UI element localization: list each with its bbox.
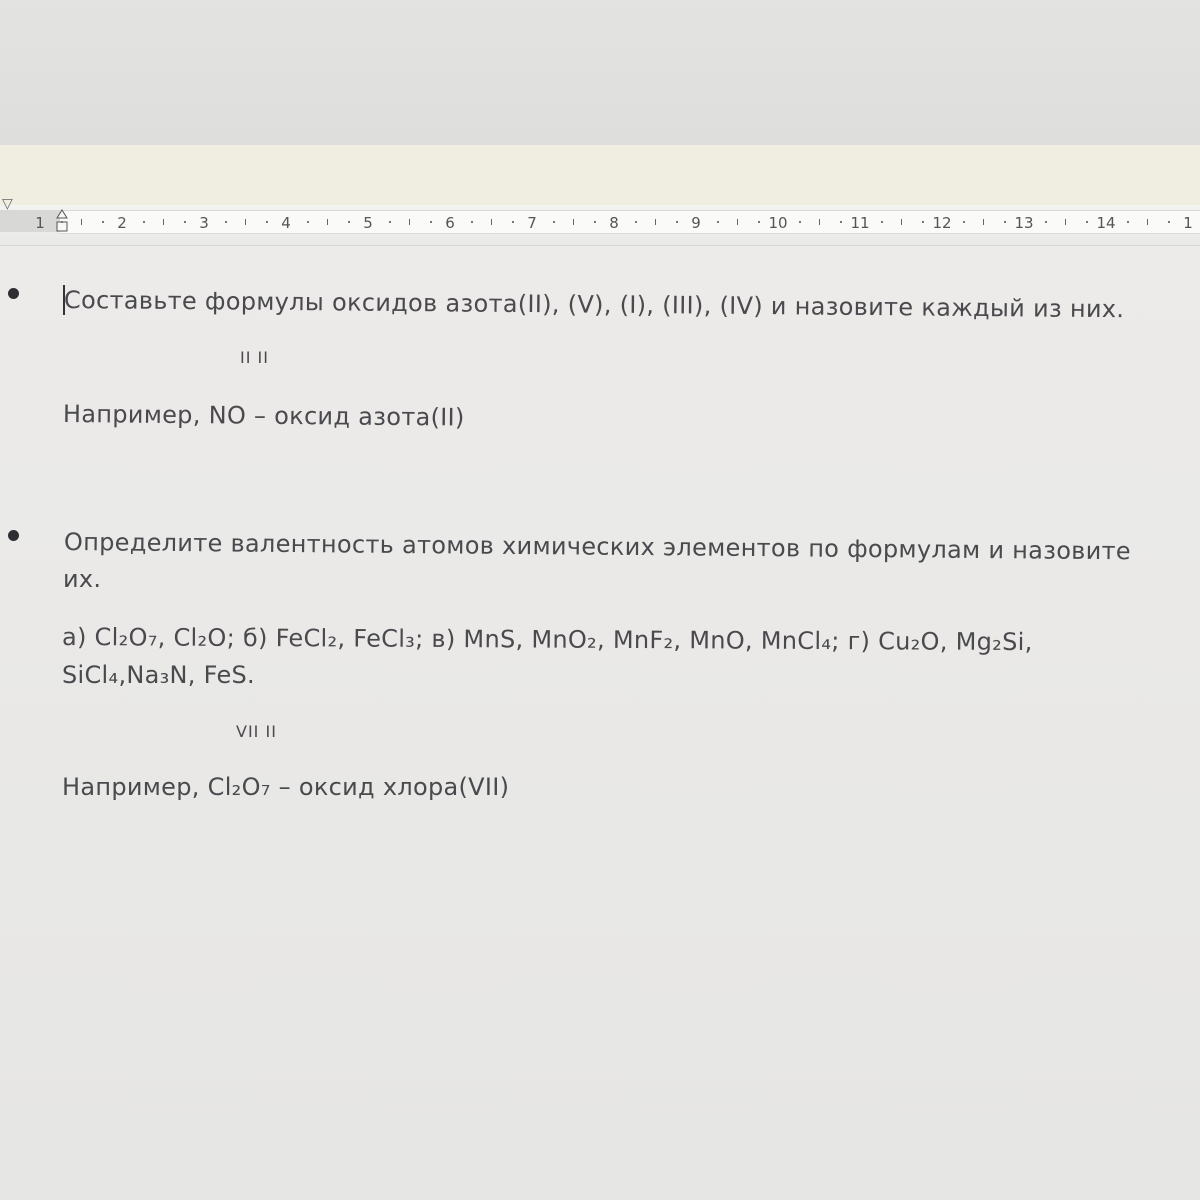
ruler-dot [553,221,555,223]
ruler-number: 8 [609,214,619,232]
task2-list-line1: а) Cl₂O₇, Cl₂O; б) FeCl₂, FeCl₃; в) MnS, MnO₂, MnF₂, MnO, MnCl₄; г) Cu₂O, Mg₂Si, [61,623,1033,657]
task1-example: Например, NO – оксид азота(II) [62,400,465,432]
ruler-dot [307,221,309,223]
task2-list-line2: SiCl₄,Na₃N, FeS. [62,661,255,689]
bullet-2 [8,530,19,541]
ruler-dot [922,221,924,223]
ruler-dot [430,221,432,223]
ruler-dot [758,221,760,223]
ruler-number: 1 [35,214,45,232]
ruler-number: 10 [768,214,788,232]
ruler-dot [963,221,965,223]
ruler-dot [471,221,473,223]
ribbon-strip [0,145,1200,207]
task2-example: Например, Cl₂O₇ – оксид хлора(VII) [62,773,510,801]
ruler-dot [184,221,186,223]
ruler-number: 9 [691,214,701,232]
ruler-tick [901,219,902,225]
ruler-tick [1147,219,1148,225]
task2-text-line1: Определите валентность атомов химических элементов по формулам и назовите [63,528,1132,566]
ruler-dot [348,221,350,223]
task2-valence-marks: VII II [236,722,277,741]
task2-text-line2: их. [63,565,102,593]
ruler-number: 3 [199,214,209,232]
ruler-dot [1127,221,1129,223]
ruler-number: 11 [850,214,870,232]
ruler-left-margin [0,210,60,232]
ruler-tick [491,219,492,225]
ruler-tick [327,219,328,225]
ruler-number: 1 [1183,214,1193,232]
ruler-dot [266,221,268,223]
ruler-dot [512,221,514,223]
ruler-number: 13 [1014,214,1034,232]
ruler-tick [573,219,574,225]
ruler-dot [143,221,145,223]
ruler-number: 4 [281,214,291,232]
ruler-tick [163,219,164,225]
ruler-dot [389,221,391,223]
window-background [0,0,1200,145]
ruler-dot [840,221,842,223]
ruler-number: 6 [445,214,455,232]
ruler-tick [819,219,820,225]
ruler-tick [983,219,984,225]
ruler-tick [81,219,82,225]
ruler-number: 14 [1096,214,1116,232]
ruler-dot [594,221,596,223]
ruler-dot [881,221,883,223]
ruler-dot [635,221,637,223]
ruler-number: 5 [363,214,373,232]
ruler-dot [717,221,719,223]
ruler-dot [1045,221,1047,223]
ruler-tick [409,219,410,225]
first-line-indent-icon[interactable]: ▽ [2,196,13,212]
ruler-tick [1065,219,1066,225]
ruler-dot [1086,221,1088,223]
ruler-dot [61,221,63,223]
ruler-dot [676,221,678,223]
task1-text: Составьте формулы оксидов азота(II), (V), (I), (III), (IV) и назовите каждый из них. [63,286,1125,324]
ruler-dot [225,221,227,223]
ruler-dot [1168,221,1170,223]
ruler-tick [245,219,246,225]
bullet-1 [8,288,19,299]
ruler-dot [799,221,801,223]
document-page[interactable] [0,246,1200,1200]
ruler-number: 12 [932,214,952,232]
ruler-dot [1004,221,1006,223]
task1-valence-marks: II II [240,348,269,367]
ruler-tick [737,219,738,225]
ruler-dot [102,221,104,223]
ruler-tick [655,219,656,225]
ruler-number: 7 [527,214,537,232]
ruler-number: 2 [117,214,127,232]
